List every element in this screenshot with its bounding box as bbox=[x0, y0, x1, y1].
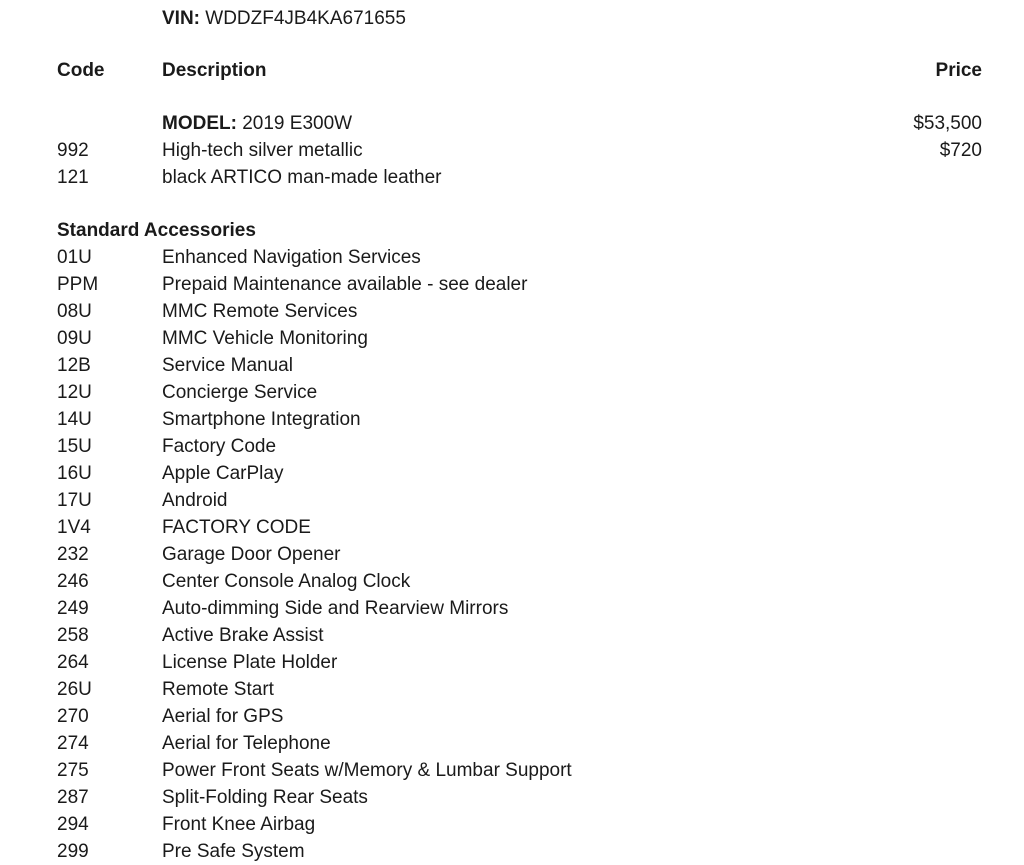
option-row bbox=[0, 137, 1024, 164]
accessory-description: Power Front Seats w/Memory & Lumbar Support bbox=[162, 760, 572, 781]
accessory-description: Remote Start bbox=[162, 679, 274, 700]
accessory-description: Concierge Service bbox=[162, 382, 318, 403]
vin-line bbox=[162, 7, 406, 31]
accessory-row bbox=[0, 244, 1024, 271]
table-header bbox=[0, 59, 1024, 83]
accessory-code: 15U bbox=[57, 436, 92, 457]
accessory-code: 08U bbox=[57, 301, 92, 322]
accessory-description: MMC Vehicle Monitoring bbox=[162, 328, 368, 349]
accessory-description: Enhanced Navigation Services bbox=[162, 247, 421, 268]
accessory-row bbox=[0, 730, 1024, 757]
accessory-description: License Plate Holder bbox=[162, 652, 338, 673]
accessory-row bbox=[0, 541, 1024, 568]
accessory-row bbox=[0, 568, 1024, 595]
vin-label: VIN: bbox=[162, 8, 200, 29]
accessory-row bbox=[0, 676, 1024, 703]
accessory-description: Service Manual bbox=[162, 355, 293, 376]
model-description bbox=[162, 110, 352, 137]
accessory-row bbox=[0, 325, 1024, 352]
accessory-code: 26U bbox=[57, 679, 92, 700]
accessory-code: 264 bbox=[57, 652, 89, 673]
accessory-description: Garage Door Opener bbox=[162, 544, 341, 565]
header-code: Code bbox=[57, 60, 105, 81]
accessory-code: 17U bbox=[57, 490, 92, 511]
accessory-code: 232 bbox=[57, 544, 89, 565]
accessory-row bbox=[0, 460, 1024, 487]
accessory-row bbox=[0, 622, 1024, 649]
accessory-description: Active Brake Assist bbox=[162, 625, 324, 646]
accessory-row bbox=[0, 784, 1024, 811]
standard-accessories-list bbox=[0, 244, 1024, 865]
accessory-row bbox=[0, 298, 1024, 325]
accessory-code: 270 bbox=[57, 706, 89, 727]
option-code: 992 bbox=[57, 140, 89, 161]
accessory-description: Prepaid Maintenance available - see dealer bbox=[162, 274, 528, 295]
accessory-description: MMC Remote Services bbox=[162, 301, 358, 322]
accessory-description: FACTORY CODE bbox=[162, 517, 311, 538]
accessory-row bbox=[0, 514, 1024, 541]
accessory-code: 258 bbox=[57, 625, 89, 646]
accessory-code: 299 bbox=[57, 841, 89, 862]
model-value: 2019 E300W bbox=[242, 113, 353, 134]
accessory-row bbox=[0, 352, 1024, 379]
model-label: MODEL: bbox=[162, 113, 237, 134]
accessory-row bbox=[0, 595, 1024, 622]
accessory-description: Android bbox=[162, 490, 228, 511]
accessory-description: Apple CarPlay bbox=[162, 463, 284, 484]
accessory-row bbox=[0, 649, 1024, 676]
option-description: High-tech silver metallic bbox=[162, 140, 363, 161]
accessory-row bbox=[0, 703, 1024, 730]
accessory-description: Split-Folding Rear Seats bbox=[162, 787, 368, 808]
accessory-row bbox=[0, 433, 1024, 460]
accessory-row bbox=[0, 487, 1024, 514]
accessory-description: Auto-dimming Side and Rearview Mirrors bbox=[162, 598, 509, 619]
accessory-description: Factory Code bbox=[162, 436, 277, 457]
accessory-description: Front Knee Airbag bbox=[162, 814, 316, 835]
option-description: black ARTICO man-made leather bbox=[162, 167, 442, 188]
accessory-row bbox=[0, 838, 1024, 865]
accessory-row bbox=[0, 379, 1024, 406]
accessory-code: 275 bbox=[57, 760, 89, 781]
accessory-code: 274 bbox=[57, 733, 89, 754]
accessory-code: 294 bbox=[57, 814, 89, 835]
accessory-code: 09U bbox=[57, 328, 92, 349]
model-price: $53,500 bbox=[913, 113, 982, 134]
accessory-code: 01U bbox=[57, 247, 92, 268]
accessory-code: 246 bbox=[57, 571, 89, 592]
option-code: 121 bbox=[57, 167, 89, 188]
option-row bbox=[0, 164, 1024, 191]
standard-accessories-title: Standard Accessories bbox=[57, 220, 256, 241]
accessory-row bbox=[0, 811, 1024, 838]
accessory-code: PPM bbox=[57, 274, 99, 295]
accessory-description: Pre Safe System bbox=[162, 841, 305, 862]
option-price: $720 bbox=[939, 140, 982, 161]
accessory-description: Center Console Analog Clock bbox=[162, 571, 411, 592]
accessory-code: 287 bbox=[57, 787, 89, 808]
accessory-code: 12U bbox=[57, 382, 92, 403]
accessory-code: 249 bbox=[57, 598, 89, 619]
accessory-code: 1V4 bbox=[57, 517, 91, 538]
accessory-description: Smartphone Integration bbox=[162, 409, 361, 430]
accessory-description: Aerial for GPS bbox=[162, 706, 284, 727]
model-row bbox=[0, 110, 1024, 137]
header-description: Description bbox=[162, 60, 267, 81]
accessory-description: Aerial for Telephone bbox=[162, 733, 331, 754]
header-price: Price bbox=[935, 60, 982, 81]
accessory-row bbox=[0, 271, 1024, 298]
accessory-code: 14U bbox=[57, 409, 92, 430]
vin-value: WDDZF4JB4KA671655 bbox=[205, 8, 406, 29]
accessory-row bbox=[0, 757, 1024, 784]
accessory-code: 16U bbox=[57, 463, 92, 484]
accessory-code: 12B bbox=[57, 355, 91, 376]
accessory-row bbox=[0, 406, 1024, 433]
